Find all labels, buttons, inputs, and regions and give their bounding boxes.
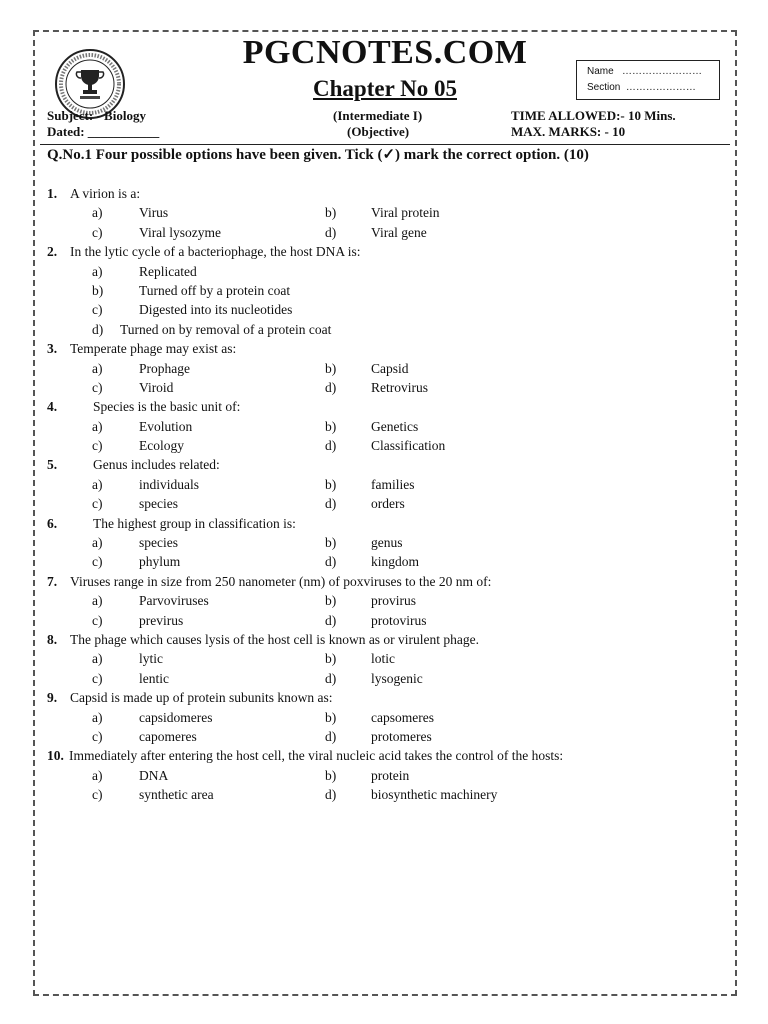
level: (Intermediate I) bbox=[333, 108, 423, 123]
option-letter: d) bbox=[325, 787, 337, 803]
option-row bbox=[47, 417, 727, 436]
option-text[interactable]: Evolution bbox=[139, 418, 193, 434]
option-text[interactable]: orders bbox=[371, 496, 405, 512]
option-text[interactable]: Replicated bbox=[139, 263, 197, 279]
question-text: Capsid is made up of protein subunits known as: bbox=[70, 690, 333, 706]
option-text[interactable]: species bbox=[139, 535, 178, 551]
option-row bbox=[47, 281, 727, 300]
option-text[interactable]: provirus bbox=[371, 593, 416, 609]
option-text[interactable]: protein bbox=[371, 767, 410, 783]
option-text[interactable]: capomeres bbox=[139, 728, 197, 744]
option-letter: d) bbox=[325, 728, 337, 744]
option-letter: c) bbox=[92, 554, 103, 570]
option-row bbox=[47, 475, 727, 494]
question-4 bbox=[47, 397, 727, 416]
option-text[interactable]: Classification bbox=[371, 438, 446, 454]
option-letter: d) bbox=[325, 224, 337, 240]
option-text[interactable]: synthetic area bbox=[139, 787, 214, 803]
question-text: Immediately after entering the host cell, the viral nucleic acid takes the control of the hosts: bbox=[69, 748, 564, 764]
section-label: Section bbox=[587, 82, 621, 93]
option-letter: c) bbox=[92, 670, 103, 686]
option-row bbox=[47, 785, 727, 804]
option-text[interactable]: protomeres bbox=[371, 728, 432, 744]
question-text: A virion is a: bbox=[70, 186, 141, 201]
question-text: Viruses range in size from 250 nanometer (nm) of poxviruses to the 20 nm of: bbox=[70, 573, 492, 589]
option-letter: b) bbox=[325, 418, 337, 434]
option-text[interactable]: Digested into its nucleotides bbox=[139, 302, 293, 318]
option-letter: c) bbox=[92, 496, 103, 512]
option-letter: c) bbox=[92, 224, 103, 240]
option-letter: a) bbox=[92, 709, 103, 725]
option-letter: b) bbox=[325, 476, 337, 492]
question-3 bbox=[47, 339, 727, 358]
max-marks: MAX. MARKS: - 10 bbox=[511, 124, 626, 139]
option-letter: b) bbox=[325, 205, 337, 221]
option-row bbox=[47, 727, 727, 746]
option-text[interactable]: Ecology bbox=[139, 438, 184, 454]
question-text: In the lytic cycle of a bacteriophage, the host DNA is: bbox=[70, 244, 361, 260]
question-number: 5. bbox=[47, 457, 58, 473]
option-letter: b) bbox=[325, 593, 337, 609]
option-row bbox=[47, 766, 727, 785]
option-row bbox=[47, 533, 727, 552]
option-row bbox=[47, 708, 727, 727]
option-text[interactable]: phylum bbox=[139, 554, 181, 570]
option-letter: c) bbox=[92, 438, 103, 454]
question-text: The highest group in classification is: bbox=[93, 515, 296, 531]
option-letter: c) bbox=[92, 787, 103, 803]
option-letter: b) bbox=[325, 709, 337, 725]
option-letter: c) bbox=[92, 379, 103, 395]
option-letter: d) bbox=[325, 379, 337, 395]
question-7 bbox=[47, 572, 727, 591]
option-text[interactable]: capsomeres bbox=[371, 709, 434, 725]
option-text[interactable]: genus bbox=[371, 535, 403, 551]
option-text[interactable]: individuals bbox=[139, 476, 199, 492]
question-number: 8. bbox=[47, 631, 58, 647]
option-text[interactable]: Turned on by removal of a protein coat bbox=[120, 321, 332, 337]
question-text: Genus includes related: bbox=[93, 457, 220, 473]
option-text[interactable]: lotic bbox=[371, 651, 395, 667]
name-label: Name bbox=[587, 66, 614, 77]
question-number: 3. bbox=[47, 341, 58, 357]
option-row bbox=[47, 262, 727, 281]
option-row bbox=[47, 611, 727, 630]
question-number: 2. bbox=[47, 244, 58, 260]
option-text[interactable]: Genetics bbox=[371, 418, 419, 434]
option-text[interactable]: Virus bbox=[139, 205, 169, 221]
subject: Subject: - Biology bbox=[47, 108, 146, 123]
option-row bbox=[47, 320, 727, 339]
option-letter: b) bbox=[325, 535, 337, 551]
option-row bbox=[47, 552, 727, 571]
option-row bbox=[47, 436, 727, 455]
instruction: Q.No.1 Four possible options have been given. Tick (✓) mark the correct option. (10) bbox=[47, 147, 589, 163]
option-row bbox=[47, 359, 727, 378]
option-letter: b) bbox=[325, 767, 337, 783]
question-2 bbox=[47, 242, 727, 261]
option-letter: a) bbox=[92, 651, 103, 667]
question-number: 6. bbox=[47, 515, 58, 531]
option-text[interactable]: Parvoviruses bbox=[139, 593, 209, 609]
option-row bbox=[47, 669, 727, 688]
question-number: 1. bbox=[47, 186, 58, 201]
option-row bbox=[47, 203, 727, 222]
question-list bbox=[47, 184, 727, 805]
option-text[interactable]: DNA bbox=[139, 767, 169, 783]
option-text[interactable]: biosynthetic machinery bbox=[371, 787, 498, 803]
option-letter: c) bbox=[92, 728, 103, 744]
option-letter: b) bbox=[92, 282, 104, 298]
option-letter: d) bbox=[92, 321, 104, 337]
option-text[interactable]: kingdom bbox=[371, 554, 420, 570]
name-dots: …………………… bbox=[622, 66, 703, 77]
question-text: Species is the basic unit of: bbox=[93, 399, 241, 415]
option-letter: d) bbox=[325, 612, 337, 628]
site-title: PGCNOTES.COM bbox=[242, 34, 528, 71]
question-8 bbox=[47, 630, 727, 649]
option-letter: c) bbox=[92, 302, 103, 318]
option-row bbox=[47, 378, 727, 397]
option-letter: a) bbox=[92, 593, 103, 609]
option-text[interactable]: previrus bbox=[139, 612, 184, 628]
option-text[interactable]: lentic bbox=[139, 670, 169, 686]
option-letter: a) bbox=[92, 476, 103, 492]
option-text[interactable]: Viral gene bbox=[371, 224, 427, 240]
option-text[interactable]: Prophage bbox=[139, 360, 190, 376]
dated: Dated: ___________ bbox=[47, 124, 160, 139]
option-row bbox=[47, 300, 727, 319]
question-number: 9. bbox=[47, 690, 58, 706]
option-letter: a) bbox=[92, 418, 103, 434]
option-text[interactable]: Viral lysozyme bbox=[139, 224, 222, 240]
option-text[interactable]: Turned off by a protein coat bbox=[139, 282, 291, 298]
time-allowed: TIME ALLOWED:- 10 Mins. bbox=[511, 108, 676, 123]
option-row bbox=[47, 223, 727, 242]
question-10 bbox=[47, 746, 727, 765]
option-letter: d) bbox=[325, 670, 337, 686]
option-letter: a) bbox=[92, 535, 103, 551]
option-letter: d) bbox=[325, 554, 337, 570]
option-text[interactable]: lysogenic bbox=[371, 670, 423, 686]
option-letter: c) bbox=[92, 612, 103, 628]
option-letter: a) bbox=[92, 360, 103, 376]
option-text[interactable]: Viral protein bbox=[371, 205, 440, 221]
option-text[interactable]: lytic bbox=[139, 651, 163, 667]
question-number: 4. bbox=[47, 399, 58, 415]
option-letter: d) bbox=[325, 438, 337, 454]
question-text: Temperate phage may exist as: bbox=[70, 341, 237, 357]
question-5 bbox=[47, 455, 727, 474]
name-section-box bbox=[576, 60, 720, 100]
option-text[interactable]: protovirus bbox=[371, 612, 427, 628]
option-text[interactable]: Capsid bbox=[371, 360, 409, 376]
option-text[interactable]: families bbox=[371, 476, 415, 492]
option-letter: a) bbox=[92, 767, 103, 783]
option-text[interactable]: Retrovirus bbox=[371, 379, 428, 395]
option-text[interactable]: capsidomeres bbox=[139, 709, 213, 725]
question-6 bbox=[47, 514, 727, 533]
option-letter: d) bbox=[325, 496, 337, 512]
question-9 bbox=[47, 688, 727, 707]
section-dots: ………………… bbox=[625, 82, 696, 93]
option-letter: b) bbox=[325, 651, 337, 667]
option-row bbox=[47, 649, 727, 668]
chapter-title: Chapter No 05 bbox=[313, 76, 457, 101]
option-row bbox=[47, 494, 727, 513]
question-number: 10. bbox=[47, 748, 64, 764]
question-text: The phage which causes lysis of the host cell is known as or virulent phage. bbox=[70, 631, 480, 647]
option-row bbox=[47, 591, 727, 610]
option-text[interactable]: Viroid bbox=[139, 379, 174, 395]
option-letter: a) bbox=[92, 263, 103, 279]
option-text[interactable]: species bbox=[139, 496, 178, 512]
paper-type: (Objective) bbox=[347, 124, 410, 139]
option-letter: b) bbox=[325, 360, 337, 376]
option-letter: a) bbox=[92, 205, 103, 221]
question-1 bbox=[47, 184, 727, 203]
question-number: 7. bbox=[47, 573, 58, 589]
